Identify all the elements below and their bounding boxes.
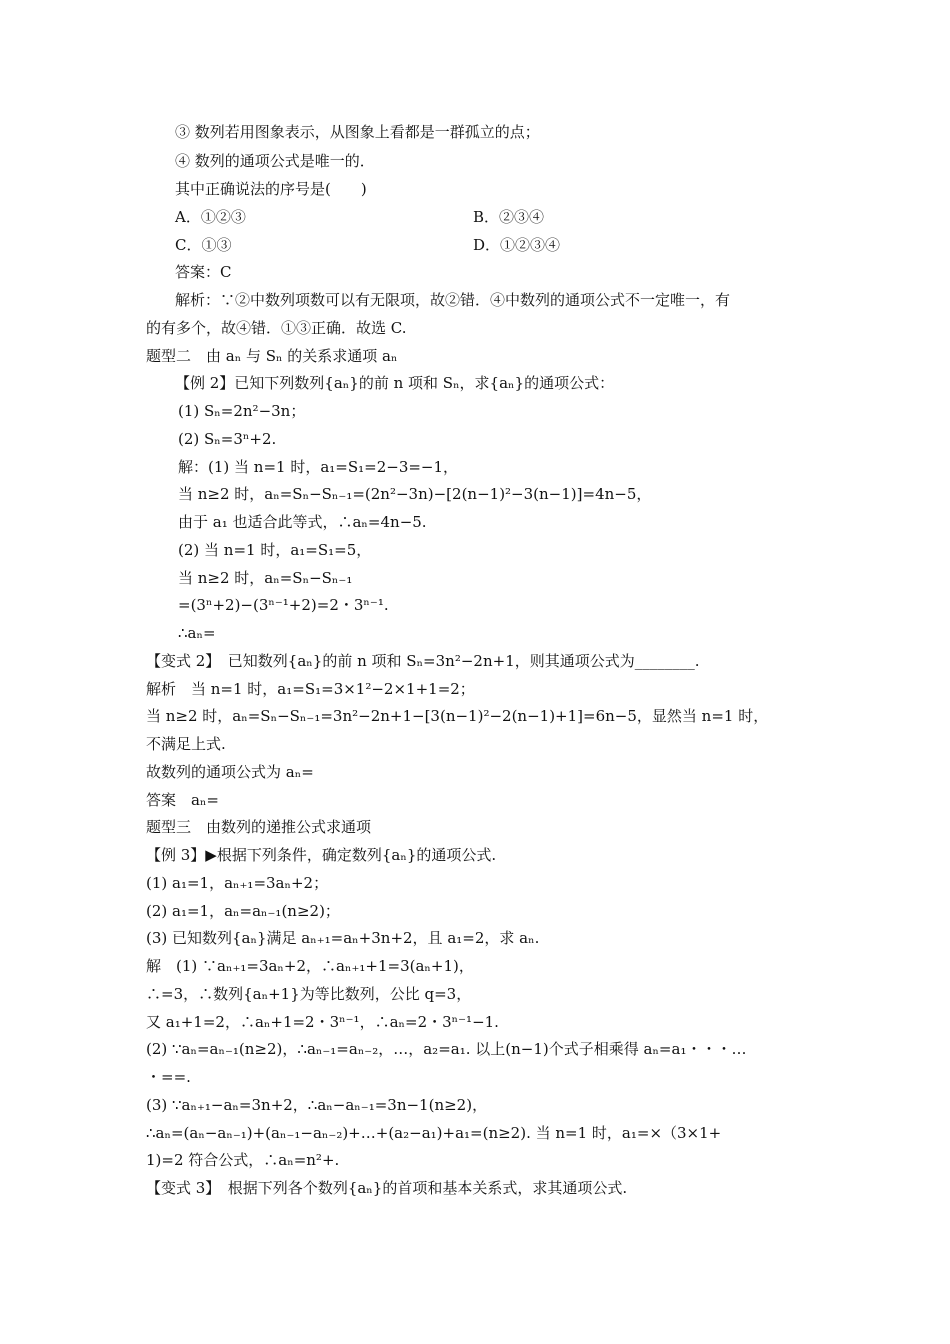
example-3-solution-4: (2) ∵aₙ=aₙ₋₁(n≥2)，∴aₙ₋₁=aₙ₋₂，…，a₂=a₁. 以上(n−1)个式子相乘得 aₙ=a₁・・・… — [146, 1040, 747, 1058]
example-3-part-1: (1) a₁=1，aₙ₊₁=3aₙ+2； — [146, 874, 329, 892]
variant-2-analysis-1: 解析 当 n=1 时，a₁=S₁=3×1²−2×1+1=2； — [146, 680, 475, 698]
variant-2-analysis-4: 故数列的通项公式为 aₙ= — [146, 763, 314, 781]
variant-2-title: 【变式 2】 已知数列{aₙ}的前 n 项和 Sₙ=3n²−2n+1，则其通项公式为________. — [146, 652, 700, 670]
example-3-part-3: (3) 已知数列{aₙ}满足 aₙ₊₁=aₙ+3n+2，且 a₁=2，求 aₙ. — [146, 929, 540, 947]
variant-2-analysis-3: 不满足上式. — [146, 735, 226, 753]
example-3-solution-3: 又 a₁+1=2，∴aₙ+1=2・3ⁿ⁻¹，∴aₙ=2・3ⁿ⁻¹−1. — [146, 1013, 499, 1031]
solution-line-4: (2) 当 n=1 时，a₁=S₁=5， — [178, 541, 372, 559]
section-heading-2: 题型二 由 aₙ 与 Sₙ 的关系求通项 aₙ — [146, 347, 398, 365]
example-3-solution-7: ∴aₙ=(aₙ−aₙ₋₁)+(aₙ₋₁−aₙ₋₂)+…+(a₂−a₁)+a₁=(n≥2). 当 n=1 时，a₁=×（3×1+ — [146, 1124, 722, 1142]
example-2-part-2: (2) Sₙ=3ⁿ+2. — [178, 430, 277, 448]
example-3-solution-1: 解 (1) ∵aₙ₊₁=3aₙ+2，∴aₙ₊₁+1=3(aₙ+1)， — [146, 957, 474, 975]
example-3-solution-8: 1)=2 符合公式，∴aₙ=n²+. — [146, 1151, 340, 1169]
solution-line-3: 由于 a₁ 也适合此等式，∴aₙ=4n−5. — [178, 513, 427, 531]
analysis-line-1: 解析：∵②中数列项数可以有无限项，故②错．④中数列的通项公式不一定唯一，有 — [175, 291, 731, 309]
analysis-line-2: 的有多个，故④错．①③正确．故选 C. — [146, 319, 407, 337]
statement-4: ④ 数列的通项公式是唯一的． — [175, 152, 375, 170]
solution-line-7: ∴aₙ= — [178, 624, 216, 642]
example-3-solution-5: ・==. — [146, 1068, 191, 1086]
option-b: B．②③④ — [473, 208, 545, 226]
option-a: A．①②③ — [175, 208, 246, 226]
answer-line: 答案：C — [175, 263, 232, 281]
variant-2-answer: 答案 aₙ= — [146, 791, 220, 809]
statement-3: ③ 数列若用图象表示，从图象上看都是一群孤立的点； — [175, 123, 540, 141]
example-3-part-2: (2) a₁=1，aₙ=aₙ₋₁(n≥2)； — [146, 902, 340, 920]
question-prompt: 其中正确说法的序号是( ) — [175, 180, 367, 198]
example-3-title: 【例 3】▶根据下列条件，确定数列{aₙ}的通项公式. — [146, 846, 497, 864]
example-2-title: 【例 2】已知下列数列{aₙ}的前 n 项和 Sₙ，求{aₙ}的通项公式： — [175, 374, 615, 392]
solution-line-2: 当 n≥2 时，aₙ=Sₙ−Sₙ₋₁=(2n²−3n)−[2(n−1)²−3(n−1)]=4n−5， — [178, 485, 652, 503]
example-2-part-1: (1) Sₙ=2n²−3n； — [178, 402, 306, 420]
solution-line-5: 当 n≥2 时，aₙ=Sₙ−Sₙ₋₁ — [178, 569, 353, 587]
solution-line-6: =(3ⁿ+2)−(3ⁿ⁻¹+2)=2・3ⁿ⁻¹. — [178, 596, 389, 614]
option-d: D．①②③④ — [473, 236, 561, 254]
variant-2-analysis-2: 当 n≥2 时，aₙ=Sₙ−Sₙ₋₁=3n²−2n+1−[3(n−1)²−2(n−1)+1]=6n−5，显然当 n=1 时， — [146, 707, 769, 725]
solution-line-1: 解：(1) 当 n=1 时，a₁=S₁=2−3=−1， — [178, 458, 459, 476]
example-3-solution-2: ∴=3，∴数列{aₙ+1}为等比数列，公比 q=3， — [146, 985, 472, 1003]
variant-3-title: 【变式 3】 根据下列各个数列{aₙ}的首项和基本关系式，求其通项公式. — [146, 1179, 628, 1197]
option-c: C．①③ — [175, 236, 232, 254]
section-heading-3: 题型三 由数列的递推公式求通项 — [146, 818, 372, 836]
example-3-solution-6: (3) ∵aₙ₊₁−aₙ=3n+2，∴aₙ−aₙ₋₁=3n−1(n≥2)， — [146, 1096, 488, 1114]
